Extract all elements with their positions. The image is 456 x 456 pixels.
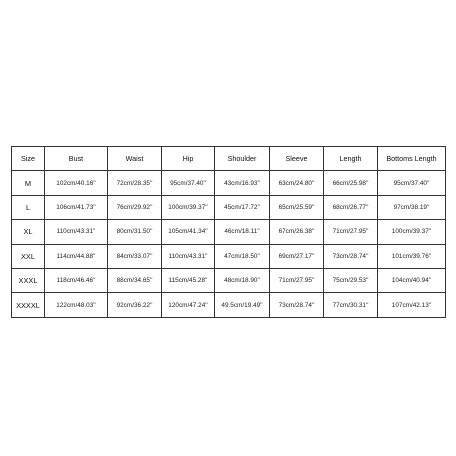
bottoms-length-cell: 100cm/39.37'': [378, 220, 446, 244]
waist-cell: 84cm/33.07'': [108, 244, 162, 268]
sleeve-cell: 67cm/26.38'': [270, 220, 324, 244]
bust-cell: 118cm/46.46'': [45, 268, 108, 292]
sleeve-cell: 63cm/24.80'': [270, 171, 324, 195]
length-cell: 68cm/26.77'': [324, 195, 378, 219]
hip-cell: 95cm/37.40'': [162, 171, 215, 195]
length-cell: 71cm/27.95'': [324, 220, 378, 244]
bust-cell: 106cm/41.73'': [45, 195, 108, 219]
bust-cell: 102cm/40.16'': [45, 171, 108, 195]
waist-cell: 92cm/36.22'': [108, 293, 162, 317]
header-hip: Hip: [162, 147, 215, 171]
header-row: [12, 147, 446, 171]
bottoms-length-cell: 107cm/42.13'': [378, 293, 446, 317]
waist-cell: 76cm/29.92'': [108, 195, 162, 219]
sleeve-cell: 69cm/27.17'': [270, 244, 324, 268]
shoulder-cell: 48cm/18.90'': [215, 268, 270, 292]
hip-cell: 120cm/47.24'': [162, 293, 215, 317]
bottoms-length-cell: 101cm/39.76'': [378, 244, 446, 268]
hip-cell: 105cm/41.34'': [162, 220, 215, 244]
bust-cell: 114cm/44.88'': [45, 244, 108, 268]
bottoms-length-cell: 104cm/40.94'': [378, 268, 446, 292]
bust-cell: 110cm/43.31'': [45, 220, 108, 244]
header-bottoms-length: Bottoms Length: [378, 147, 446, 171]
bottoms-length-cell: 95cm/37.40'': [378, 171, 446, 195]
hip-cell: 115cm/45.28'': [162, 268, 215, 292]
sleeve-cell: 73cm/28.74'': [270, 293, 324, 317]
header-length: Length: [324, 147, 378, 171]
length-cell: 73cm/28.74'': [324, 244, 378, 268]
shoulder-cell: 43cm/16.93'': [215, 171, 270, 195]
hip-cell: 110cm/43.31'': [162, 244, 215, 268]
shoulder-cell: 49.5cm/19.49'': [215, 293, 270, 317]
sleeve-cell: 71cm/27.95'': [270, 268, 324, 292]
size-chart-table: [11, 146, 446, 318]
bust-cell: 122cm/48.03'': [45, 293, 108, 317]
size-cell: XL: [12, 220, 45, 244]
shoulder-cell: 47cm/18.50'': [215, 244, 270, 268]
size-cell: XXL: [12, 244, 45, 268]
size-cell: XXXL: [12, 268, 45, 292]
hip-cell: 100cm/39.37'': [162, 195, 215, 219]
length-cell: 75cm/29.53'': [324, 268, 378, 292]
length-cell: 66cm/25.98'': [324, 171, 378, 195]
table-row: [12, 171, 446, 195]
waist-cell: 80cm/31.50'': [108, 220, 162, 244]
waist-cell: 72cm/28.35'': [108, 171, 162, 195]
table-row: [12, 268, 446, 292]
shoulder-cell: 45cm/17.72'': [215, 195, 270, 219]
size-cell: M: [12, 171, 45, 195]
table-row: [12, 244, 446, 268]
header-size: Size: [12, 147, 45, 171]
header-shoulder: Shoulder: [215, 147, 270, 171]
size-cell: L: [12, 195, 45, 219]
bottoms-length-cell: 97cm/38.19'': [378, 195, 446, 219]
header-sleeve: Sleeve: [270, 147, 324, 171]
waist-cell: 88cm/34.65'': [108, 268, 162, 292]
length-cell: 77cm/30.31'': [324, 293, 378, 317]
table-row: [12, 220, 446, 244]
table-row: [12, 195, 446, 219]
table-row: [12, 293, 446, 317]
header-waist: Waist: [108, 147, 162, 171]
header-bust: Bust: [45, 147, 108, 171]
shoulder-cell: 46cm/18.11'': [215, 220, 270, 244]
size-cell: XXXXL: [12, 293, 45, 317]
sleeve-cell: 65cm/25.59'': [270, 195, 324, 219]
